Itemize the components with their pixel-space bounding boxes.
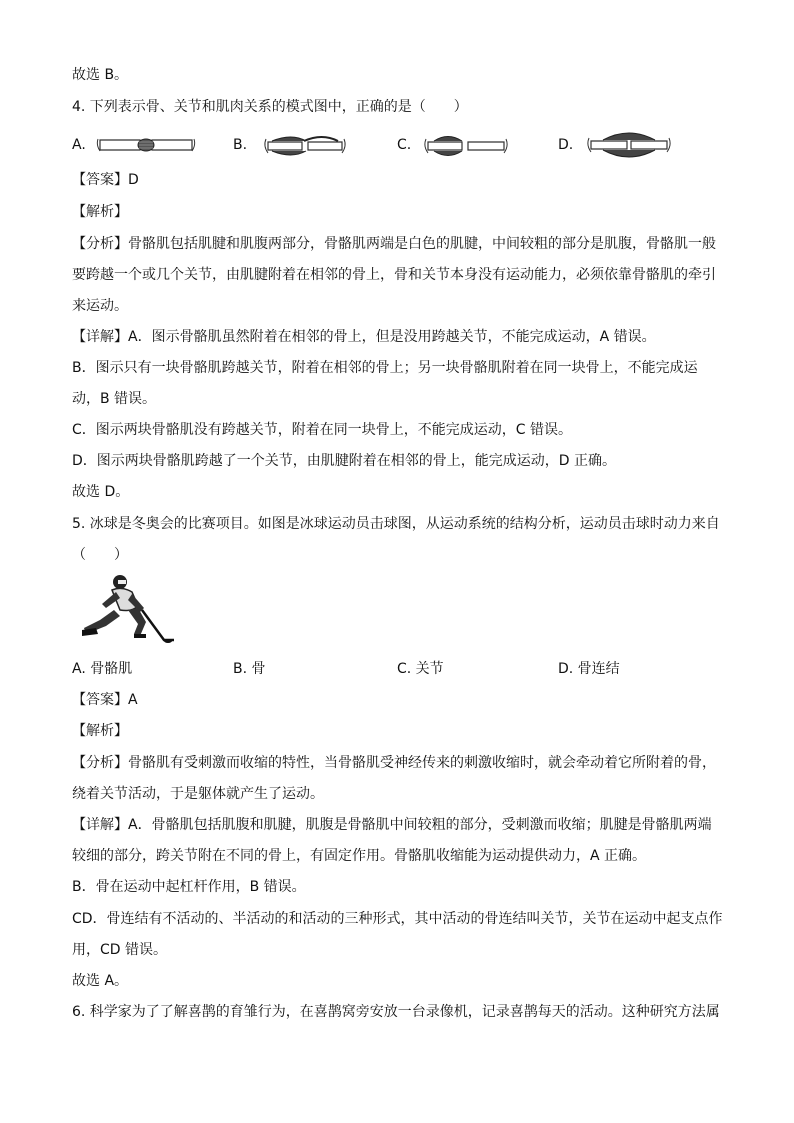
text-line: C．图示两块骨骼肌没有跨越关节，附着在同一块骨上，不能完成运动，C 错误。 (72, 422, 572, 438)
q4-option-d-figure (585, 128, 673, 162)
text-line: CD．骨连结有不活动的、半活动的和活动的三种形式，其中活动的骨连结叫关节，关节在运动中起支点作 (72, 911, 723, 927)
text-line: 【详解】A．骨骼肌包括肌腹和肌腱，肌腹是骨骼肌中间较粗的部分，受刺激而收缩；肌腱是骨骼肌两端 (72, 817, 712, 833)
text-line: 动，B 错误。 (72, 391, 157, 407)
q4-option-b-figure (262, 133, 348, 159)
question-4-stem: 4. 下列表示骨、关节和肌肉关系的模式图中，正确的是（ ） (72, 99, 468, 115)
q4-option-c-figure (422, 133, 510, 159)
text-line: 【详解】A．图示骨骼肌虽然附着在相邻的骨上，但是没用跨越关节，不能完成运动，A 错误。 (72, 329, 656, 345)
question-6-stem: 6. 科学家为了了解喜鹊的育雏行为，在喜鹊窝旁安放一台录像机，记录喜鹊每天的活动。这种研究方法属 (72, 1004, 720, 1020)
text-line: 【分析】骨骼肌包括肌腱和肌腹两部分，骨骼肌两端是白色的肌腱，中间较粗的部分是肌腹，骨骼肌一般 (72, 236, 716, 252)
answer-tag: 【答案】D (72, 172, 139, 188)
text-line: 较细的部分，跨关节附在不同的骨上，有固定作用。骨骼肌收缩能为运动提供动力，A 正确。 (72, 848, 647, 864)
q4-option-a-label: A. (72, 137, 86, 153)
text-line: 绕着关节活动，于是躯体就产生了运动。 (72, 786, 324, 802)
q5-option-c: C. 关节 (397, 661, 444, 677)
q4-option-b-label: B. (233, 137, 248, 153)
text-line: 要跨越一个或几个关节，由肌腱附着在相邻的骨上，骨和关节本身没有运动能力，必须依靠骨骼肌的牵引 (72, 267, 716, 283)
analysis-heading: 【解析】 (72, 723, 128, 739)
q5-option-d: D. 骨连结 (558, 661, 620, 677)
question-5-stem: 5. 冰球是冬奥会的比赛项目。如图是冰球运动员击球图，从运动系统的结构分析，运动员击球时动力来自 (72, 516, 720, 532)
text-line: 故选 B。 (72, 67, 129, 83)
text-line: B．图示只有一块骨骼肌跨越关节，附着在相邻的骨上；另一块骨骼肌附着在同一块骨上，不能完成运 (72, 360, 698, 376)
q5-option-b: B. 骨 (233, 661, 266, 677)
hockey-player-figure (72, 570, 176, 646)
analysis-heading: 【解析】 (72, 204, 128, 220)
q4-option-d-label: D. (558, 137, 574, 153)
text-line: 故选 A。 (72, 973, 129, 989)
text-line: D．图示两块骨骼肌跨越了一个关节，由肌腱附着在相邻的骨上，能完成运动，D 正确。 (72, 453, 617, 469)
q4-option-a-figure (96, 134, 196, 156)
q4-option-c-label: C. (397, 137, 412, 153)
q5-option-a: A. 骨骼肌 (72, 661, 133, 677)
text-line: B．骨在运动中起杠杆作用，B 错误。 (72, 879, 306, 895)
text-line: 来运动。 (72, 298, 128, 314)
text-line: 用，CD 错误。 (72, 942, 168, 958)
text-line: （ ） (72, 547, 128, 563)
text-line: 【分析】骨骼肌有受刺激而收缩的特性，当骨骼肌受神经传来的刺激收缩时，就会牵动着它所附着的骨， (72, 755, 716, 771)
text-line: 故选 D。 (72, 484, 130, 500)
answer-tag: 【答案】A (72, 692, 138, 708)
